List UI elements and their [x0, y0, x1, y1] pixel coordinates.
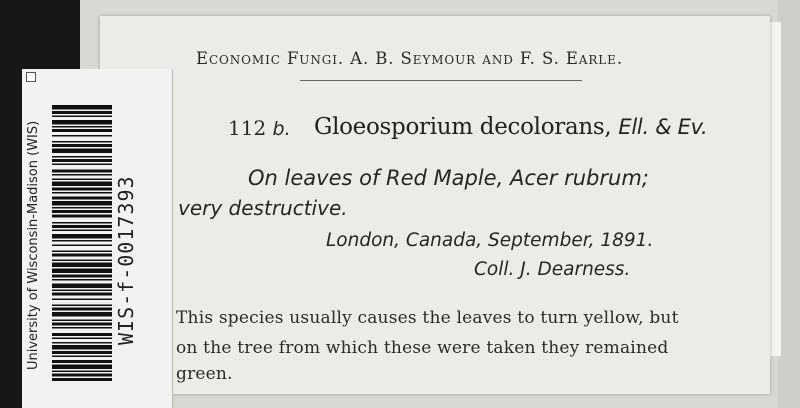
note-line-3: green.	[176, 364, 233, 384]
heading-rule	[300, 80, 582, 81]
institution-name: University of Wisconsin-Madison (WIS)	[26, 120, 41, 370]
locality-date: London, Canada, September, 1891.	[326, 230, 654, 251]
species-name: Gloeosporium decolorans,	[314, 114, 612, 140]
note-line-2: on the tree from which these were taken they remained	[176, 338, 669, 358]
specimen-number	[228, 116, 291, 140]
host-line-1: On leaves of Red Maple, Acer rubrum;	[248, 166, 649, 190]
note-line-1: This species usually causes the leaves to turn yellow, but	[176, 308, 679, 328]
specimen-number-suffix: b.	[272, 118, 291, 140]
catalog-number: WIS-f-0017393	[114, 175, 138, 345]
card-corner-box	[26, 72, 36, 82]
label-heading: Economic Fungi. A. B. Seymour and F. S. Earle.	[196, 49, 623, 68]
host-line-2: very destructive.	[178, 196, 348, 220]
specimen-number-value: 112	[228, 116, 267, 140]
species-line	[314, 114, 707, 140]
barcode	[52, 105, 112, 381]
collector: Coll. J. Dearness.	[474, 259, 631, 280]
sheet-edge	[778, 0, 800, 408]
species-authority: Ell. & Ev.	[618, 115, 708, 139]
